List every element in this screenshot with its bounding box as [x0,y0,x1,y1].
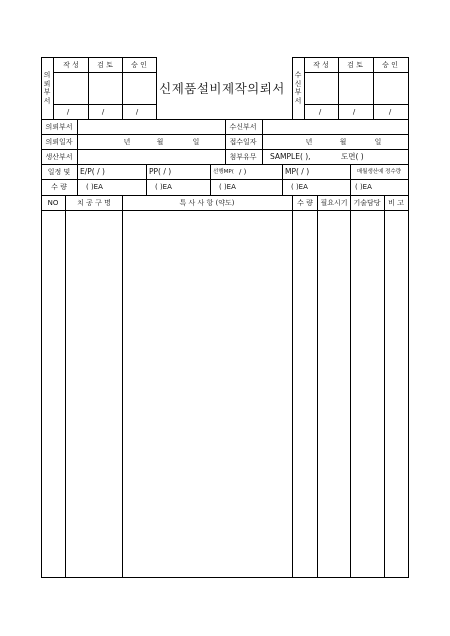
attach-label: 첨부유무 [229,153,257,161]
quantity-cell: ( )EA [355,183,372,191]
quantity-cell: ( )EA [86,183,103,191]
left-side-label: 의뢰부서 [43,71,51,105]
pp-field: PP( / ) [149,167,172,176]
col-header-required-time: 필요시기 [320,199,348,207]
left-block-divider [53,57,54,119]
info-divider [77,119,78,164]
right-block-left-line [292,57,293,119]
schedule-label: 일정 및 [47,168,71,176]
drawing-field: 도면( ) [341,152,364,161]
table-right-border [408,57,409,578]
recv-dept-label: 수신부서 [229,123,257,131]
sched-divider [350,164,351,195]
left-date-mark: / [66,108,70,116]
left-block-divider [88,57,89,119]
mp-field: MP( / ) [285,167,310,176]
left-header-approve: 승 인 [131,61,147,69]
left-date-mark: / [135,108,139,116]
sample-field: SAMPLE( ), [270,152,311,161]
right-date-mark: / [318,108,322,116]
col-header-no: NO [47,199,59,207]
right-block-divider [373,57,374,119]
recv-date-month: 월 [339,138,347,146]
recv-date-label: 접수일자 [229,138,257,146]
list-col-divider [350,195,351,578]
sched-divider [210,164,211,195]
quantity-cell: ( )EA [291,183,308,191]
left-block-left-line [41,57,42,119]
info-divider [225,119,226,164]
row-line [41,164,409,165]
document-title: 신제품설비제작의뢰서 [159,81,285,96]
req-date-label: 의뢰일자 [45,138,73,146]
pre-mp-field: 선행MP( [213,169,234,175]
left-block-divider [122,57,123,119]
col-header-tech-owner: 기술담당 [353,199,381,207]
list-col-divider [122,195,123,578]
left-header-write: 작 성 [63,61,79,69]
left-date-mark: / [101,108,105,116]
sched-divider [146,164,147,195]
col-header-tool-name: 치 공 구 명 [77,199,111,207]
right-date-mark: / [388,108,392,116]
left-block-header-line [53,72,156,73]
right-block-header-line [304,72,408,73]
recv-date-year: 년 [305,138,313,146]
list-col-divider [65,195,66,578]
table-left-border [41,119,42,578]
recv-date-day: 일 [374,138,382,146]
col-header-remarks: 비 고 [388,199,404,207]
left-block-top-line [41,57,156,58]
list-col-divider [317,195,318,578]
list-col-divider [384,195,385,578]
monthly-qty-note: 매월생산예 정수량 [356,169,402,175]
table-bottom-border [41,577,409,578]
ep-field: E/P( / ) [80,167,105,176]
left-block-right-line [156,57,157,119]
row-line [41,195,409,196]
right-date-mark: / [352,108,356,116]
row-line [41,210,409,211]
req-date-month: 월 [156,138,164,146]
sched-divider [282,164,283,195]
req-dept-label: 의뢰부서 [45,123,73,131]
prod-dept-label: 생산부서 [45,153,73,161]
right-header-write: 작 성 [313,61,329,69]
right-header-approve: 승 인 [382,61,398,69]
left-header-review: 검 토 [97,61,113,69]
list-col-divider [292,195,293,578]
quantity-label: 수 량 [51,183,67,191]
right-side-label: 수신부서 [294,71,302,105]
right-block-divider [304,57,305,119]
quantity-cell: ( )EA [219,183,236,191]
req-date-year: 년 [123,138,131,146]
right-block-top-line [292,57,408,58]
row-line [41,179,409,180]
pre-mp-field-close: / ) [239,168,247,176]
right-header-review: 검 토 [347,61,363,69]
col-header-special-notes: 특 사 사 항 (약도) [179,199,235,207]
info-divider [262,119,263,164]
req-date-day: 일 [192,138,200,146]
quantity-cell: ( )EA [155,183,172,191]
right-block-divider [338,57,339,119]
col-header-quantity: 수 량 [297,199,313,207]
right-block-sign-line [304,104,408,105]
left-block-sign-line [53,104,156,105]
sched-divider [77,164,78,195]
